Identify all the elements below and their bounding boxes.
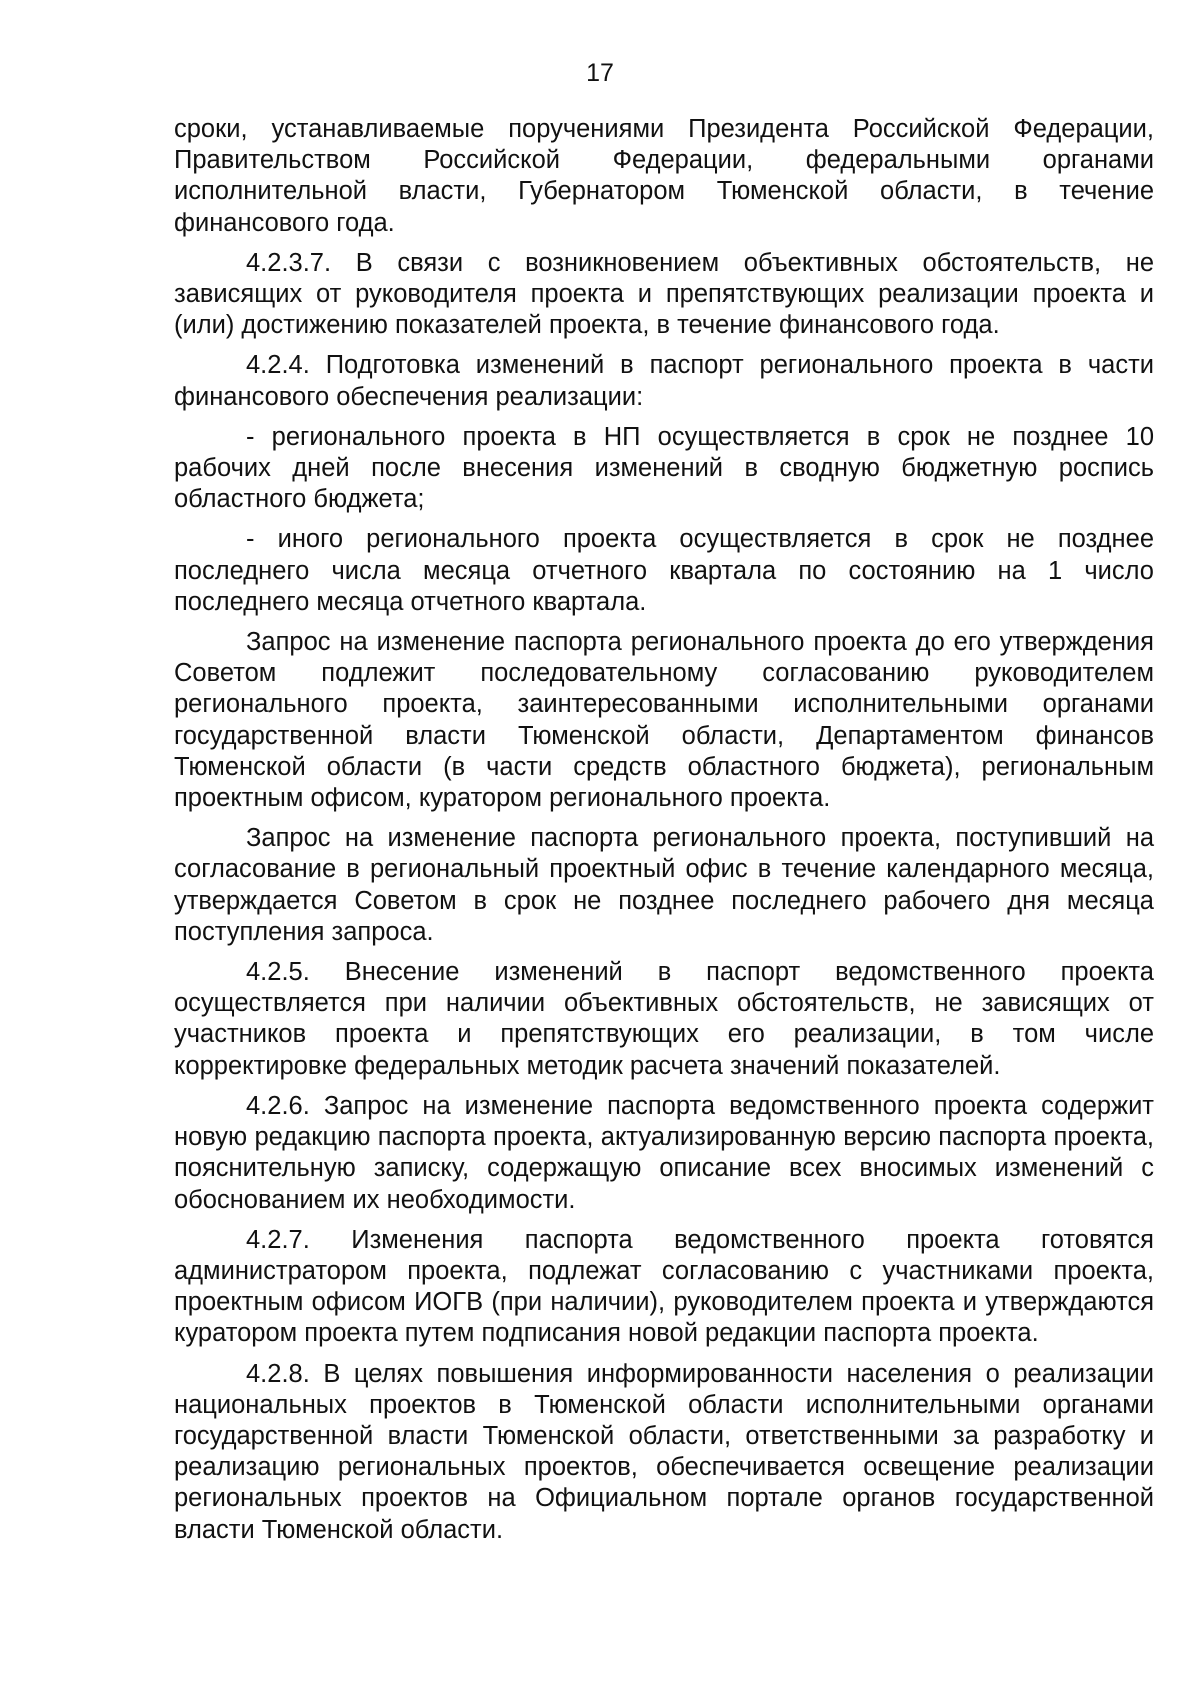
paragraph-request-before-approval: Запрос на изменение паспорта регионального проекта до его утверждения Советом подлежит последовательному согласованию руководителем регионального проекта, заинтересованными исполнительными органами государственной власти Тюменской области, Департаментом финансов Тюменской области (в части средств областного бюджета), региональным проектным офисом, куратором регионального проекта. <box>174 628 1154 813</box>
paragraph-continuation: сроки, устанавливаемые поручениями Президента Российской Федерации, Правительством Российской Федерации, федеральными органами исполнительной власти, Губернатором Тюменской области, в течение финансового года. <box>174 115 1154 237</box>
document-body <box>174 114 1154 1555</box>
paragraph-4-2-6: 4.2.6. Запрос на изменение паспорта ведомственного проекта содержит новую редакцию паспорта проекта, актуализированную версию паспорта проекта, пояснительную записку, содержащую описание всех вносимых изменений с обоснованием их необходимости. <box>174 1091 1154 1214</box>
list-item-regional-project-np: - регионального проекта в НП осуществляется в срок не позднее 10 рабочих дней после внесения изменений в сводную бюджетную роспись областного бюджета; <box>174 422 1154 514</box>
paragraph-4-2-4: 4.2.4. Подготовка изменений в паспорт регионального проекта в части финансового обеспечения реализации: <box>174 351 1154 411</box>
paragraph-request-approval-term: Запрос на изменение паспорта регионального проекта, поступивший на согласование в региональный проектный офис в течение календарного месяца, утверждается Советом в срок не позднее последнего рабочего дня месяца поступления запроса. <box>174 824 1154 946</box>
paragraph-4-2-8: 4.2.8. В целях повышения информированности населения о реализации национальных проектов в Тюменской области исполнительными органами государственной власти Тюменской области, ответственными за разработку и реализацию региональных проектов, обеспечивается освещение реализации региональных проектов на Официальном портале органов государственной власти Тюменской области. <box>174 1359 1154 1544</box>
page-number: 17 <box>586 59 614 87</box>
list-item-other-regional-project: - иного регионального проекта осуществляется в срок не позднее последнего числа месяца отчетного квартала по состоянию на 1 число последнего месяца отчетного квартала. <box>174 525 1154 616</box>
paragraph-4-2-5: 4.2.5. Внесение изменений в паспорт ведомственного проекта осуществляется при наличии объективных обстоятельств, не зависящих от участников проекта и препятствующих его реализации, в том числе корректировке федеральных методик расчета значений показателей. <box>174 958 1154 1080</box>
paragraph-4-2-3-7: 4.2.3.7. В связи с возникновением объективных обстоятельств, не зависящих от руководителя проекта и препятствующих реализации проекта и (или) достижению показателей проекта, в течение финансового года. <box>174 248 1154 340</box>
paragraph-4-2-7: 4.2.7. Изменения паспорта ведомственного проекта готовятся администратором проекта, подлежат согласованию с участниками проекта, проектным офисом ИОГВ (при наличии), руководителем проекта и утверждаются куратором проекта путем подписания новой редакции паспорта проекта. <box>174 1225 1154 1348</box>
